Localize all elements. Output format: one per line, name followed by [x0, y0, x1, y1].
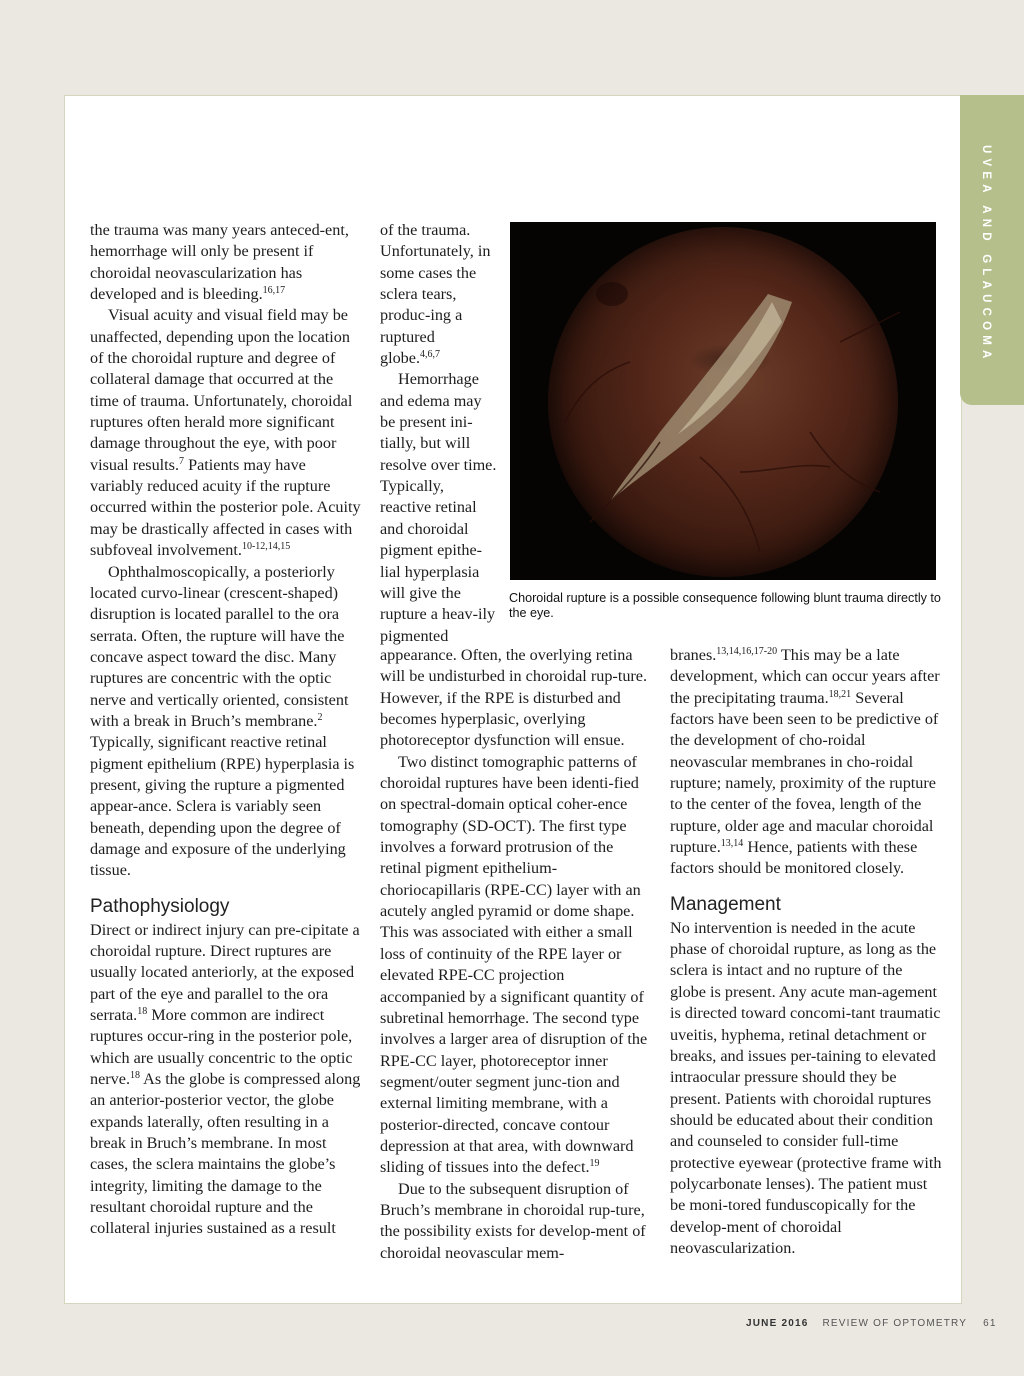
paragraph: [380, 645, 652, 752]
choroidal-rupture-illustration: [510, 222, 936, 580]
figure-caption: Choroidal rupture is a possible consequence following blunt trauma directly to the eye.: [509, 591, 941, 620]
paragraph-text: appearance. Often, the overlying retina will be undisturbed in choroidal rup-ture. However, if the RPE is disturbed and becomes hyperplasic, overlying photoreceptor dysfunction will ensue.: [380, 646, 648, 750]
reference-superscript: 7: [179, 455, 185, 467]
fundus-photograph: [510, 222, 936, 580]
paragraph-text: As the globe is compressed along an anterior-posterior vector, the globe expands laterally, often resulting in a break in Bruch’s membrane. In most cases, the sclera maintains the globe’s integrity, limiting the damage to the resultant choroidal rupture and the collateral injuries sustained as a result: [90, 1070, 361, 1238]
paragraph: [380, 369, 498, 646]
article-column-2: [380, 645, 652, 1264]
paragraph-text: Visual acuity and visual field may be unaffected, depending upon the location of the choroidal rupture and degree of collateral damage that occurred at the time of trauma. Unfortunately, choroidal ruptures often herald more significant damage throughout the eye, with poor visual results.: [90, 306, 353, 474]
paragraph: [90, 920, 362, 1240]
reference-superscript: 13,14,16,17-20: [716, 646, 778, 657]
reference-superscript: 13,14: [720, 838, 744, 850]
paragraph: [380, 1179, 652, 1264]
paragraph: [380, 220, 498, 369]
paragraph-text: No intervention is needed in the acute phase of choroidal rupture, as long as the sclera is intact and no rupture of the globe is present. Any acute man-agement is directed toward concomi-tant traumatic uveitis, hyphema, retinal detachment or breaks, and issues per-taining to elevated intraocular pressure should they be present. Patients with choroidal ruptures should be educated about their condition and counseled to consider full-time protective eyewear (protective frame with polycarbonate lenses). The patient must be moni-tored funduscopically for the develop-ment of choroidal neovascularization.: [670, 918, 942, 1257]
article-column-2-narrow: [380, 220, 498, 647]
magazine-title: REVIEW OF OPTOMETRY: [822, 1318, 968, 1329]
reference-superscript: 18,21: [828, 688, 852, 700]
paragraph-text: Typically, significant reactive retinal pigment epithelium (RPE) hyperplasia is present, giving the rupture a pigmented appear-ance. Sclera is variably seen beneath, depending upon the degree of damage and exposure of the underlying tissue.: [90, 733, 355, 880]
article-column-3: [670, 645, 942, 1259]
paragraph-text: of the trauma. Unfortunately, in some cases the sclera tears, produc-ing a ruptured globe.: [380, 221, 491, 368]
paragraph-text: Two distinct tomographic patterns of choroidal ruptures have been identi-fied on spectral-domain optical coher-ence tomography (SD-OCT). The first type involves a forward protrusion of the retinal pigment epithelium-choriocapillaris (RPE-CC) layer with an acutely angled pyramid or dome shape. This was associated with either a small loss of continuity of the RPE layer or elevated RPE-CC projection accompanied by a significant quantity of subretinal hemorrhage. The second type involves a larger area of disruption of the RPE-CC layer, photoreceptor inner segment/outer segment junc-tion and external limiting membrane, with a posterior-directed, concave contour depression at that area, with downward sliding of tissues into the defect.: [380, 752, 648, 1177]
paragraph-text: Ophthalmoscopically, a posteriorly located curvo-linear (crescent-shaped) disruption is located parallel to the ora serrata. Often, the rupture will have the concave aspect toward the disc. Many ruptures are concentric with the optic nerve and vertically oriented, consistent with a break in Bruch’s membrane.: [90, 562, 349, 730]
paragraph-text: Several factors have been seen to be predictive of the development of cho-roidal neovascular membranes in cho-roidal rupture; namely, proximity of the rupture to the center of the fovea, length of the rupture, older age and macular choroidal rupture.: [670, 688, 939, 857]
paragraph: [670, 918, 942, 1260]
section-heading-management: Management: [670, 893, 781, 915]
paragraph-text: the trauma was many years anteced-ent, hemorrhage will only be present if choroidal neovascularization has developed and is bleeding.: [90, 221, 349, 304]
article-column-1: [90, 220, 362, 1240]
reference-superscript: 4,6,7: [420, 349, 441, 361]
section-tab-label: UVEA AND GLAUCOMA: [980, 145, 992, 364]
reference-superscript: 2: [317, 711, 323, 723]
section-tab: [960, 95, 1024, 405]
reference-superscript: 16,17: [262, 285, 286, 297]
issue-date: JUNE 2016: [746, 1318, 809, 1329]
paragraph-text: Due to the subsequent disruption of Bruch’s membrane in choroidal rup-ture, the possibility exists for develop-ment of choroidal neovascular mem-: [380, 1179, 646, 1262]
reference-superscript: 19: [589, 1158, 600, 1170]
page-footer: [746, 1318, 997, 1329]
paragraph-text: Direct or indirect injury can pre-cipitate a choroidal rupture. Direct ruptures are usually located anteriorly, at the exposed part of the eye and parallel to the ora serrata.: [90, 920, 360, 1025]
paragraph-text: Patients may have variably reduced acuity if the rupture occurred within the posterior pole. Acuity may be drastically affected in cases with subfoveal involvement.: [90, 455, 361, 560]
paragraph: [90, 220, 362, 305]
reference-superscript: 18: [130, 1070, 140, 1082]
reference-superscript: 18: [137, 1006, 148, 1018]
paragraph: [90, 305, 362, 561]
page-number: 61: [983, 1318, 997, 1329]
paragraph-text: More common are indirect ruptures occur-ring in the posterior pole, which are usually concentric to the optic nerve.: [90, 1006, 353, 1089]
paragraph-text: branes.: [670, 646, 717, 664]
paragraph-text: This may be a late development, which can occur years after the precipitating trauma.: [670, 646, 940, 707]
paragraph-text: Hemorrhage and edema may be present ini-tially, but will resolve over time. Typically, reactive retinal and choroidal pigment epithe-lial hyperplasia will give the rupture a heav-ily pigmented: [380, 370, 497, 645]
paragraph: [90, 562, 362, 882]
paragraph-text: Hence, patients with these factors should be monitored closely.: [670, 838, 918, 878]
paragraph: [380, 752, 652, 1179]
section-heading-pathophysiology: Pathophysiology: [90, 895, 230, 917]
reference-superscript: 10-12,14,15: [241, 541, 291, 553]
paragraph: [670, 645, 942, 880]
